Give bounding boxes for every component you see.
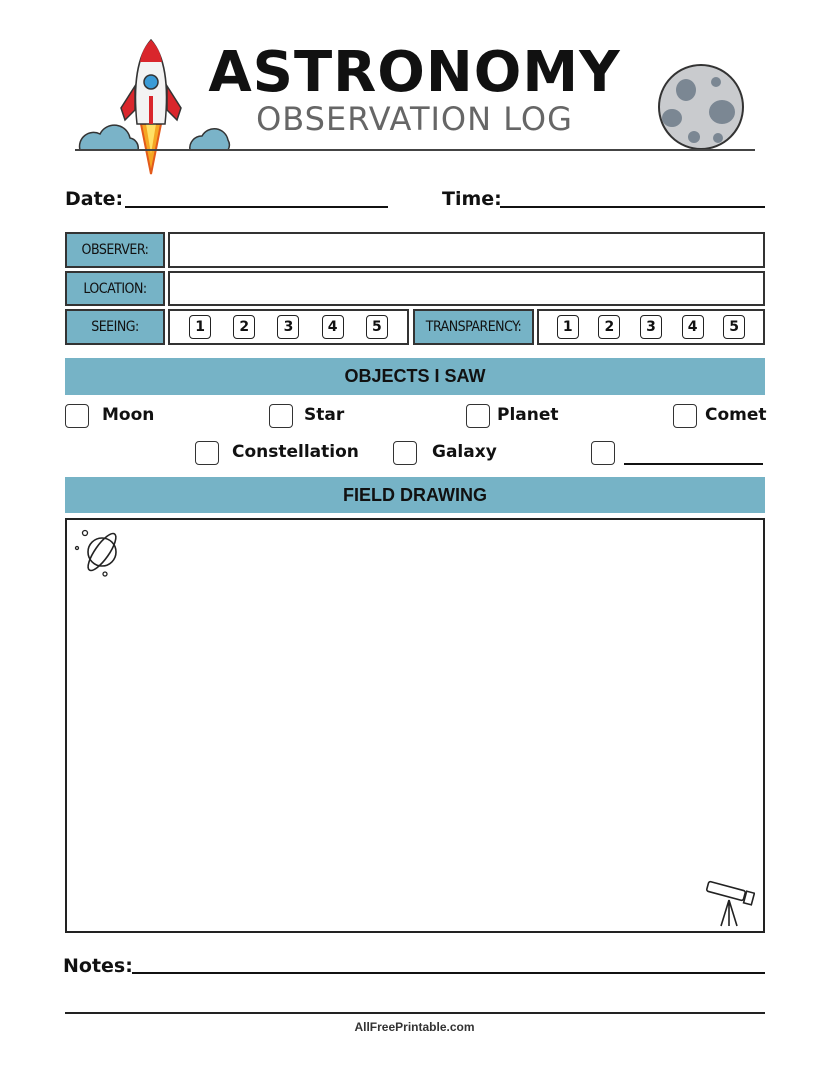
transparency-option[interactable]: 1 — [557, 315, 579, 339]
seeing-label: SEEING: — [65, 309, 165, 345]
planet-checkbox[interactable] — [466, 404, 490, 428]
constellation-checkbox[interactable] — [195, 441, 219, 465]
comet-checkbox[interactable] — [673, 404, 697, 428]
observer-input[interactable] — [168, 232, 765, 268]
transparency-rating — [537, 309, 765, 345]
seeing-option[interactable]: 4 — [322, 315, 344, 339]
galaxy-label: Galaxy — [432, 442, 497, 462]
transparency-option[interactable]: 2 — [598, 315, 620, 339]
seeing-option[interactable]: 2 — [233, 315, 255, 339]
constellation-label: Constellation — [232, 442, 359, 462]
footer-divider — [65, 1012, 765, 1014]
other-checkbox[interactable] — [591, 441, 615, 465]
galaxy-checkbox[interactable] — [393, 441, 417, 465]
page-subtitle: OBSERVATION LOG — [256, 100, 573, 138]
page-title: ASTRONOMY — [208, 40, 621, 105]
seeing-option[interactable]: 3 — [277, 315, 299, 339]
notes-label: Notes: — [63, 955, 133, 977]
time-label: Time: — [442, 188, 502, 210]
transparency-option[interactable]: 5 — [723, 315, 745, 339]
seeing-option[interactable]: 5 — [366, 315, 388, 339]
moon-label: Moon — [102, 405, 155, 425]
date-label: Date: — [65, 188, 124, 210]
transparency-label: TRANSPARENCY: — [413, 309, 534, 345]
notes-input[interactable] — [132, 956, 765, 974]
footer-brand: AllFreePrintable.com — [354, 1020, 475, 1034]
moon-checkbox[interactable] — [65, 404, 89, 428]
transparency-option[interactable]: 4 — [682, 315, 704, 339]
other-input[interactable] — [624, 446, 763, 465]
star-checkbox[interactable] — [269, 404, 293, 428]
location-input[interactable] — [168, 271, 765, 306]
star-label: Star — [304, 405, 345, 425]
comet-label: Comet — [705, 405, 767, 425]
observer-label: OBSERVER: — [65, 232, 165, 268]
field-drawing-area[interactable] — [65, 518, 765, 933]
transparency-option[interactable]: 3 — [640, 315, 662, 339]
telescope-icon — [703, 880, 755, 928]
planet-label: Planet — [497, 405, 559, 425]
time-input[interactable] — [500, 190, 765, 208]
seeing-option[interactable]: 1 — [189, 315, 211, 339]
location-label: LOCATION: — [65, 271, 165, 306]
planet-icon — [72, 528, 126, 580]
moon-icon — [656, 62, 746, 152]
header-divider — [75, 149, 755, 151]
field-drawing-header: FIELD DRAWING — [65, 477, 765, 513]
seeing-rating — [168, 309, 409, 345]
date-input[interactable] — [125, 190, 388, 208]
objects-header: OBJECTS I SAW — [65, 358, 765, 395]
